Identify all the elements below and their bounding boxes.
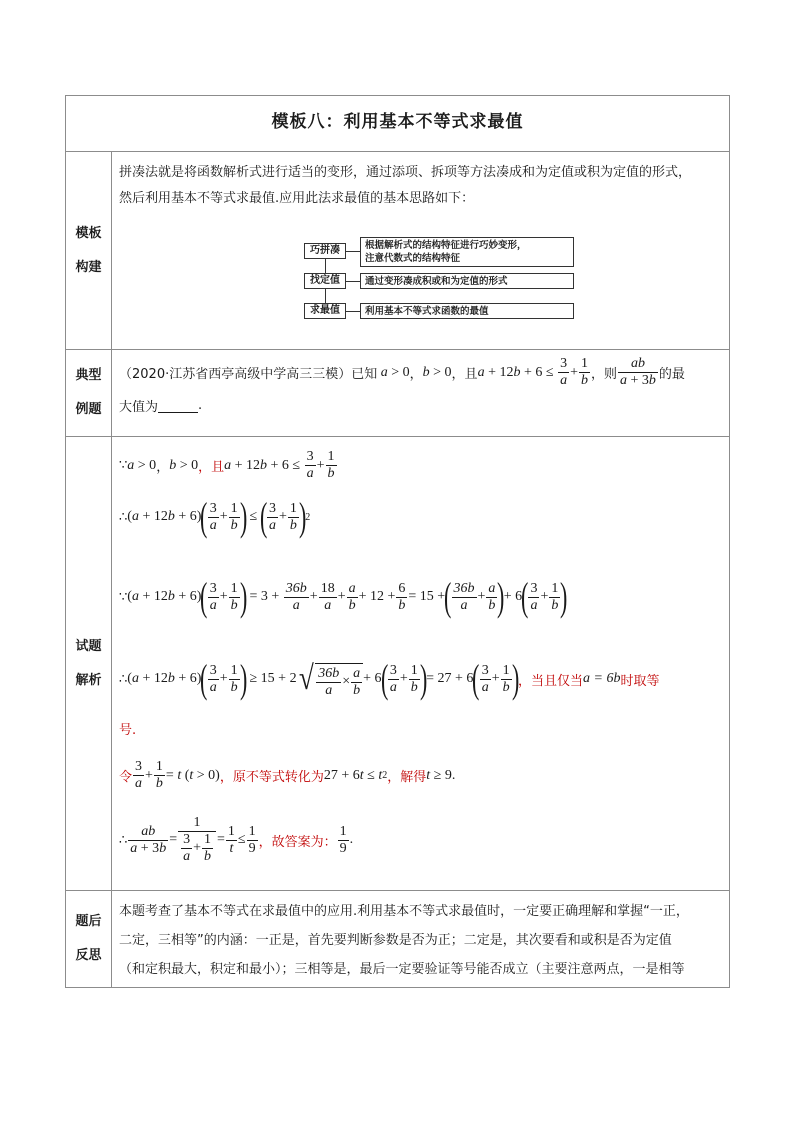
solution-step-1: ∵ a > 0 ， b > 0 ，且 a + 12 b + 6 ≤ $\frac{3}{a}$ + $\frac{1}{b}$ — [119, 449, 335, 481]
reflection-label-1: 题后 — [75, 914, 102, 929]
solution-row — [66, 437, 729, 891]
example-source: （2020·江苏省西亭高级中学高三三模）已知 — [119, 367, 378, 382]
because-symbol: ∵ — [119, 458, 128, 473]
solution-label — [66, 437, 112, 890]
flowchart — [304, 237, 574, 327]
reflection-label — [66, 891, 112, 987]
connector — [346, 281, 360, 282]
connector — [346, 311, 360, 312]
template-label — [66, 152, 112, 349]
solution-step-5: 令 $\frac{3}{a}$ + $\frac{1}{b}$ = t ( t > 0) ，原不等式转化为 27 + 6 t ≤ t 2 ，解得 t ≥ 9. — [119, 759, 456, 791]
example-label-2: 例题 — [75, 402, 102, 417]
flow-step-2: 找定值 — [304, 273, 346, 289]
example-max-value: 大值为 — [119, 400, 159, 415]
solution-step-2: ∴ ( a + 12 b + 6) ( $\frac{3}{a}$ + $\frac{1}{b}$ ) ≤ ( $\frac{3}{a}$ + $\frac{1}{b}$ ) 2 — [119, 494, 311, 539]
template-row — [66, 152, 729, 350]
arrow-down — [325, 259, 326, 273]
let-word: 令 — [119, 770, 133, 785]
example-line-1: （2020·江苏省西亭高级中学高三三模）已知 a > 0 ， b > 0 ，且 a + 12 b + 6 ≤ $\frac{3}{a}$ + $\frac{1}{b}$ ，则 $\frac{ab}{a + 3b}$ 的最 — [119, 356, 685, 388]
example-label — [66, 350, 112, 436]
flow-desc-1-line-2: 注意代数式的结构特征 — [365, 253, 461, 264]
example-max: 的最 — [658, 367, 685, 382]
solution-label-2: 解析 — [75, 672, 102, 688]
connector — [346, 251, 360, 252]
reflection-line-1: 本题考查了基本不等式在求最值中的应用.利用基本不等式求最值时，一定要正确理解和掌握“一正， — [119, 904, 689, 919]
equality-tail: 时取等 — [620, 673, 660, 689]
solution-step-4: ∴ ( a + 12 b + 6) ( $\frac{3}{a}$ + $\frac{1}{b}$ ) ≥ 15 + 2 √ $\frac{36b}{a}$ × $\frac{a}{b}$ + 6 ( $\frac{3}{a}$ + $\frac{1}{b}$ ) = 27 + 6 ( $\frac{3}{a}$ + $\frac{1}{b}$ ) ，当且仅当 a = 6b 时取等 — [119, 656, 660, 701]
solution-step-3: ∵ ( a + 12 b + 6) ( $\frac{3}{a}$ + $\frac{1}{b}$ ) = 3 + $\frac{36b}{a}$ + $\frac{18}{a}$ + $\frac{a}{b}$ + 12 + $\frac{6}{b}$ = 15 + ( $\frac{36b}{a}$ + $\frac{a}{b}$ ) + 6 ( $\frac{3}{a}$ + $\frac{1}{b}$ ) — [119, 574, 568, 619]
example-line-2 — [119, 396, 202, 415]
example-end: . — [198, 398, 203, 413]
example-and: ，且 — [451, 367, 478, 382]
flow-step-1: 巧拼凑 — [304, 243, 346, 259]
template-intro — [119, 160, 721, 212]
intro-line-1: 拼凑法就是将函数解析式进行适当的变形，通过添项、拆项等方法凑成和为定值或积为定值的形式， — [119, 165, 692, 180]
example-row — [66, 350, 729, 437]
therefore-symbol: ∴ — [119, 671, 128, 687]
equality-condition: a = 6b — [583, 671, 621, 686]
flow-desc-1-line-1: 根据解析式的结构特征进行巧妙变形， — [365, 240, 527, 251]
arrow-down — [325, 289, 326, 303]
because-symbol: ∵ — [119, 589, 128, 605]
reflection-text — [119, 897, 721, 984]
flow-desc-3: 利用基本不等式求函数的最值 — [360, 303, 574, 319]
reflection-row — [66, 891, 729, 987]
template-label-1: 模板 — [75, 225, 102, 241]
equality-tail-2: 号. — [119, 723, 137, 738]
title-row — [66, 96, 729, 152]
reflection-line-3: （和定积最大，积定和最小）；三相等是，最后一定要验证等号能否成立（主要注意两点，一是相等 — [119, 962, 685, 977]
solution-label-1: 试题 — [75, 638, 102, 654]
solve-note: ，解得 — [387, 770, 427, 785]
template-table — [65, 95, 730, 988]
template-label-2: 构建 — [75, 259, 102, 275]
solution-step-4-cont — [119, 719, 136, 738]
reflection-line-2: 二定，三相等”的内涵：一正是，首先要判断参数是否为正；二定是，其次要看和或积是否为定值 — [119, 933, 672, 948]
flow-desc-1 — [360, 237, 574, 267]
example-then: ，则 — [590, 367, 617, 382]
flow-step-3: 求最值 — [304, 303, 346, 319]
solution-step-6: ∴ $\frac{ab}{a + 3b}$ = 1 $\frac{3}{a}$ + $\frac{1}{b}$ = $\frac{1}{t}$ ≤ $\frac{1}{9}$ ，故答案为： $\frac{1}{9}$ . — [119, 815, 354, 864]
page-title: 模板八：利用基本不等式求最值 — [271, 112, 524, 132]
transform-note: ，原不等式转化为 — [219, 770, 324, 785]
flow-desc-2: 通过变形凑成积或和为定值的形式 — [360, 273, 574, 289]
therefore-symbol: ∴ — [119, 509, 128, 525]
answer-blank — [158, 398, 198, 413]
intro-line-2: 然后利用基本不等式求最值.应用此法求最值的基本思路如下： — [119, 191, 475, 206]
example-label-1: 典型 — [75, 368, 102, 383]
solution-and: ，且 — [198, 460, 225, 475]
sqrt-icon: √ $\frac{36b}{a}$ × $\frac{a}{b}$ — [297, 660, 364, 699]
equality-note: ，当且仅当 — [517, 673, 583, 689]
answer-note: ，故答案为： — [258, 834, 337, 850]
reflection-label-2: 反思 — [75, 948, 102, 963]
